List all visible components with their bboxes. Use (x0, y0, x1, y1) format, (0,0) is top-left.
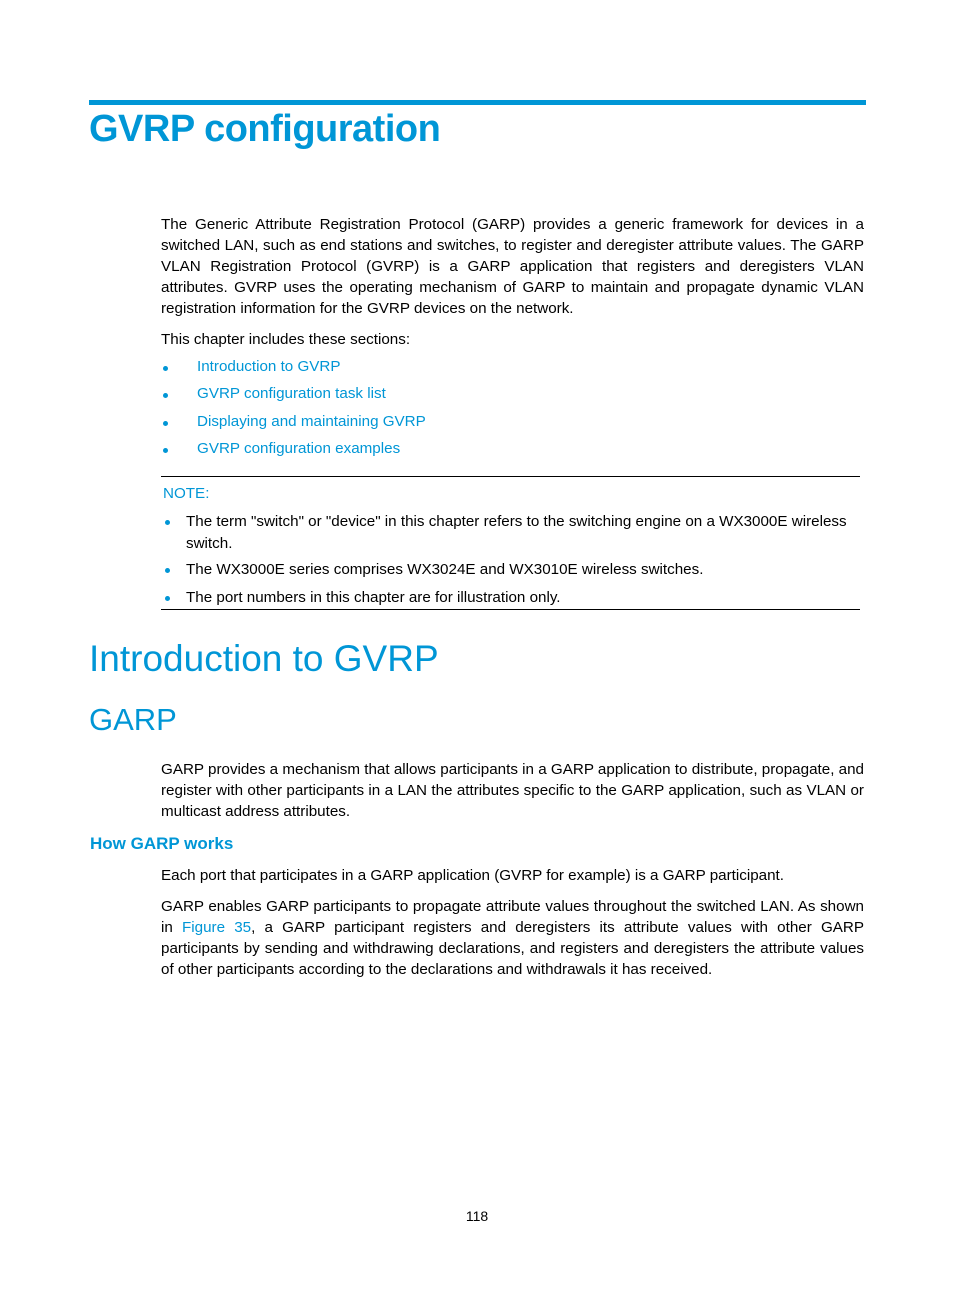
note-box (161, 476, 860, 610)
heading-how-garp-works: How GARP works (90, 834, 234, 853)
bullet-icon (163, 366, 168, 371)
note-text: The port numbers in this chapter are for illustration only. (186, 589, 561, 606)
figure-35-link[interactable]: Figure 35 (182, 919, 252, 936)
chapter-title: GVRP configuration (89, 108, 441, 150)
chapter-top-rule (89, 100, 866, 105)
intro-paragraph: The Generic Attribute Registration Protocol (GARP) provides a generic framework for devices in a switched LAN, such as end stations and switches, to register and deregister attribute values. The GARP VLAN Registration Protocol (GVRP) is a GARP application that registers and deregisters VLAN attributes. GVRP uses the operating mechanism of GARP to maintain and propagate dynamic VLAN registration information for the GVRP devices on the network. (161, 216, 864, 317)
note-label: NOTE: (163, 485, 210, 502)
how-paragraph-1: Each port that participates in a GARP application (GVRP for example) is a GARP participant. (161, 867, 784, 884)
link-gvrp-configuration-task-list[interactable]: GVRP configuration task list (197, 385, 386, 402)
page-number: 118 (465, 1208, 489, 1224)
note-text: The term "switch" or "device" in this chapter refers to the switching engine on a WX3000E wireless switch. (186, 513, 847, 552)
link-displaying-and-maintaining-gvrp[interactable]: Displaying and maintaining GVRP (197, 413, 426, 430)
how-paragraph-2-text-after: , a GARP participant registers and deregisters its attribute values with other GARP participants by sending and withdrawing declarations, and registers and deregisters the attribute values of other participants according to the declarations and withdrawals it has received. (161, 919, 864, 978)
link-introduction-to-gvrp[interactable]: Introduction to GVRP (197, 358, 341, 375)
bullet-icon (163, 393, 168, 398)
link-gvrp-configuration-examples[interactable]: GVRP configuration examples (197, 440, 401, 457)
how-paragraph-2-text-before: GARP enables GARP participants to propagate attribute values throughout the switched LAN. As shown in (161, 898, 864, 936)
bullet-icon (165, 596, 170, 601)
bullet-icon (165, 568, 170, 573)
heading-introduction-to-gvrp: Introduction to GVRP (89, 638, 439, 679)
sections-intro: This chapter includes these sections: (161, 331, 411, 348)
bullet-icon (163, 421, 168, 426)
heading-garp: GARP (89, 702, 177, 737)
note-text: The WX3000E series comprises WX3024E and WX3010E wireless switches. (186, 561, 704, 578)
bullet-icon (163, 448, 168, 453)
how-paragraph-2 (161, 896, 864, 980)
garp-paragraph: GARP provides a mechanism that allows participants in a GARP application to distribute, propagate, and register with other participants in a LAN the attributes specific to the GARP application, such as VLAN or multicast address attributes. (161, 761, 864, 820)
bullet-icon (165, 520, 170, 525)
